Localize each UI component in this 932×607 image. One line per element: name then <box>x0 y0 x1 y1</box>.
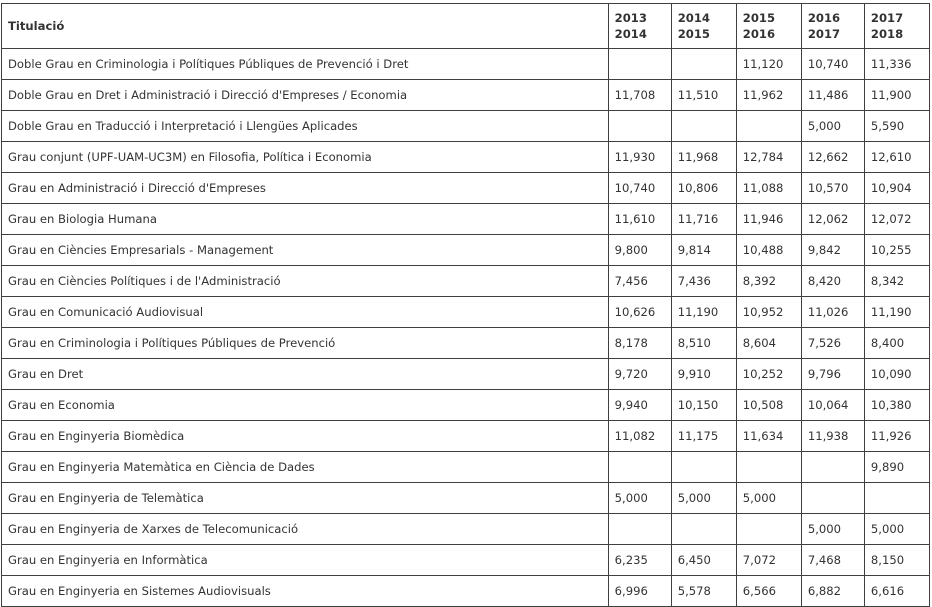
table-row <box>2 390 930 421</box>
grade-cell: 9,796 <box>801 359 864 390</box>
grade-cell: 10,488 <box>736 235 801 266</box>
grade-cell: 10,806 <box>671 173 736 204</box>
grade-cell: 8,178 <box>608 328 671 359</box>
column-header-titulacio: Titulació <box>2 4 609 49</box>
table-row <box>2 142 930 173</box>
degree-name-cell: Grau en Economia <box>2 390 609 421</box>
grade-cell: 11,082 <box>608 421 671 452</box>
table-row <box>2 204 930 235</box>
degree-name-cell: Grau en Dret <box>2 359 609 390</box>
grade-cell: 10,380 <box>864 390 929 421</box>
grade-cell: 5,000 <box>736 483 801 514</box>
table-row <box>2 266 930 297</box>
table-row <box>2 576 930 607</box>
grade-cell: 5,000 <box>864 514 929 545</box>
grade-cell: 10,508 <box>736 390 801 421</box>
grade-cell: 11,634 <box>736 421 801 452</box>
grade-cell: 12,072 <box>864 204 929 235</box>
grade-cell: 5,590 <box>864 111 929 142</box>
column-header-year: 2017 2018 <box>864 4 929 49</box>
grade-cell: 6,882 <box>801 576 864 607</box>
grade-cell: 8,400 <box>864 328 929 359</box>
table-row <box>2 359 930 390</box>
grade-cell: 10,570 <box>801 173 864 204</box>
grade-cell: 7,436 <box>671 266 736 297</box>
degree-name-cell: Grau en Comunicació Audiovisual <box>2 297 609 328</box>
grade-cell: 11,510 <box>671 80 736 111</box>
grade-cell: 6,450 <box>671 545 736 576</box>
column-header-year: 2014 2015 <box>671 4 736 49</box>
grade-cell <box>608 514 671 545</box>
grade-cell: 11,120 <box>736 49 801 80</box>
grade-cell: 12,062 <box>801 204 864 235</box>
grade-cell: 11,930 <box>608 142 671 173</box>
table-row <box>2 80 930 111</box>
degree-name-cell: Grau en Enginyeria en Sistemes Audiovisuals <box>2 576 609 607</box>
grade-cell: 12,662 <box>801 142 864 173</box>
grade-cell: 10,626 <box>608 297 671 328</box>
table-header-row <box>2 4 930 49</box>
grade-cell: 10,252 <box>736 359 801 390</box>
degree-name-cell: Grau conjunt (UPF-UAM-UC3M) en Filosofia, Política i Economia <box>2 142 609 173</box>
grade-cell <box>801 483 864 514</box>
table-row <box>2 49 930 80</box>
grade-cell: 5,000 <box>608 483 671 514</box>
grade-cell: 8,150 <box>864 545 929 576</box>
grade-cell: 5,000 <box>801 514 864 545</box>
grade-cell: 10,740 <box>608 173 671 204</box>
grade-cell: 11,190 <box>671 297 736 328</box>
grade-cell: 8,392 <box>736 266 801 297</box>
table-row <box>2 297 930 328</box>
grade-cell <box>801 452 864 483</box>
grade-cell <box>608 452 671 483</box>
degree-name-cell: Grau en Enginyeria Matemàtica en Ciència de Dades <box>2 452 609 483</box>
grade-cell <box>671 452 736 483</box>
grade-cell: 10,150 <box>671 390 736 421</box>
grade-cell: 7,526 <box>801 328 864 359</box>
grade-cell: 12,784 <box>736 142 801 173</box>
degree-name-cell: Grau en Ciències Empresarials - Management <box>2 235 609 266</box>
grade-cell: 6,996 <box>608 576 671 607</box>
degree-name-cell: Grau en Enginyeria Biomèdica <box>2 421 609 452</box>
grade-cell: 10,904 <box>864 173 929 204</box>
grade-cell: 11,900 <box>864 80 929 111</box>
grade-cell: 12,610 <box>864 142 929 173</box>
table-row <box>2 483 930 514</box>
grade-cell: 6,235 <box>608 545 671 576</box>
grade-cell <box>608 49 671 80</box>
column-header-year: 2015 2016 <box>736 4 801 49</box>
grade-cell: 5,000 <box>801 111 864 142</box>
grade-cell: 11,716 <box>671 204 736 235</box>
grade-cell <box>736 514 801 545</box>
grade-cell: 10,255 <box>864 235 929 266</box>
table-row <box>2 111 930 142</box>
grade-cell: 9,940 <box>608 390 671 421</box>
grade-cell: 11,938 <box>801 421 864 452</box>
grade-cell: 8,510 <box>671 328 736 359</box>
grade-cell <box>864 483 929 514</box>
grade-cell <box>736 452 801 483</box>
table-row <box>2 421 930 452</box>
degree-name-cell: Grau en Ciències Polítiques i de l'Administració <box>2 266 609 297</box>
grade-cell: 7,456 <box>608 266 671 297</box>
degree-name-cell: Grau en Criminologia i Polítiques Públiques de Prevenció <box>2 328 609 359</box>
grade-cell <box>608 111 671 142</box>
column-header-year: 2016 2017 <box>801 4 864 49</box>
degree-name-cell: Grau en Enginyeria de Telemàtica <box>2 483 609 514</box>
grade-cell: 9,720 <box>608 359 671 390</box>
grade-cell: 6,616 <box>864 576 929 607</box>
grade-cell: 7,072 <box>736 545 801 576</box>
table-row <box>2 452 930 483</box>
grade-cell: 8,420 <box>801 266 864 297</box>
grade-cell: 9,814 <box>671 235 736 266</box>
grade-cell: 10,952 <box>736 297 801 328</box>
degree-name-cell: Doble Grau en Dret i Administració i Direcció d'Empreses / Economia <box>2 80 609 111</box>
grade-cell: 11,610 <box>608 204 671 235</box>
table-row <box>2 235 930 266</box>
degree-name-cell: Grau en Enginyeria en Informàtica <box>2 545 609 576</box>
grade-cell: 11,708 <box>608 80 671 111</box>
grade-cell: 10,090 <box>864 359 929 390</box>
grade-cell: 9,842 <box>801 235 864 266</box>
grade-cell: 10,740 <box>801 49 864 80</box>
grade-cell: 11,926 <box>864 421 929 452</box>
grade-cell <box>671 49 736 80</box>
degree-name-cell: Doble Grau en Criminologia i Polítiques Públiques de Prevenció i Dret <box>2 49 609 80</box>
grade-cell: 5,578 <box>671 576 736 607</box>
grade-cell: 9,910 <box>671 359 736 390</box>
grade-cell: 11,336 <box>864 49 929 80</box>
grade-cell: 5,000 <box>671 483 736 514</box>
grade-cell: 7,468 <box>801 545 864 576</box>
grade-cell: 8,342 <box>864 266 929 297</box>
grade-cell: 8,604 <box>736 328 801 359</box>
grade-cell: 11,190 <box>864 297 929 328</box>
grade-cell: 11,486 <box>801 80 864 111</box>
table-row <box>2 328 930 359</box>
grade-cell: 11,088 <box>736 173 801 204</box>
grade-cell: 6,566 <box>736 576 801 607</box>
table-row <box>2 514 930 545</box>
degree-name-cell: Grau en Administració i Direcció d'Empreses <box>2 173 609 204</box>
grade-cell: 11,026 <box>801 297 864 328</box>
grade-cell <box>736 111 801 142</box>
column-header-year: 2013 2014 <box>608 4 671 49</box>
grade-cell <box>671 514 736 545</box>
grade-cell: 9,890 <box>864 452 929 483</box>
grade-cell: 10,064 <box>801 390 864 421</box>
degree-name-cell: Doble Grau en Traducció i Interpretació i Llengües Aplicades <box>2 111 609 142</box>
degree-name-cell: Grau en Biologia Humana <box>2 204 609 235</box>
grade-cell: 11,175 <box>671 421 736 452</box>
admission-grades-table <box>1 3 930 607</box>
degree-name-cell: Grau en Enginyeria de Xarxes de Telecomunicació <box>2 514 609 545</box>
grade-cell: 9,800 <box>608 235 671 266</box>
grade-cell: 11,968 <box>671 142 736 173</box>
grade-cell: 11,962 <box>736 80 801 111</box>
grade-cell <box>671 111 736 142</box>
table-row <box>2 173 930 204</box>
table-row <box>2 545 930 576</box>
grade-cell: 11,946 <box>736 204 801 235</box>
